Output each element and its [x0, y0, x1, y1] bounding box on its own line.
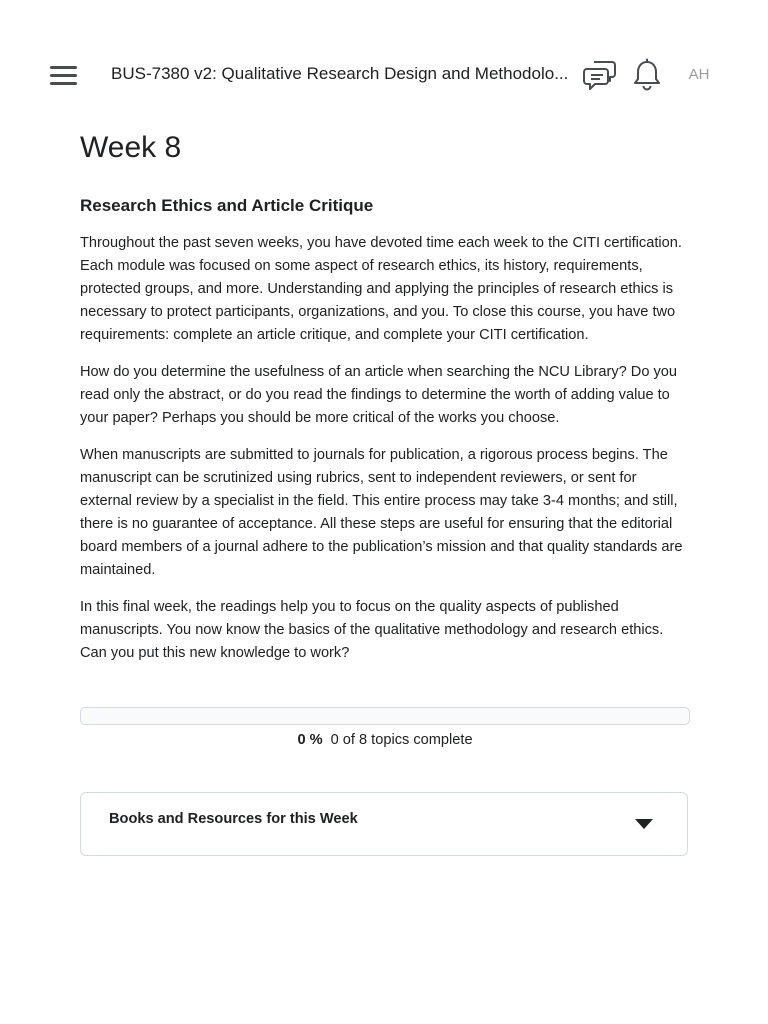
page-title: Week 8: [80, 131, 182, 164]
caret-down-icon[interactable]: [635, 819, 653, 829]
progress-summary: [80, 732, 690, 748]
accordion-label: Books and Resources for this Week: [109, 811, 358, 827]
bell-icon[interactable]: [632, 58, 662, 92]
library-paragraph: How do you determine the usefulness of an article when searching the NCU Library? Do you read only the abstract, or do you read the findings to determine the worth of adding value to your paper? Perhaps you should be more critical of the works you choose.: [80, 364, 678, 426]
intro-paragraph: Throughout the past seven weeks, you have devoted time each week to the CITI certification. Each module was focused on some aspect of research ethics, its history, requirements, protected groups, and more. Understanding and applying the principles of research ethics is necessary to protect participants, organizations, and you. To close this course, you have two requirements: complete an article critique, and complete your CITI certification.: [80, 235, 682, 343]
section-title: Research Ethics and Article Critique: [80, 196, 374, 215]
chat-bubbles-icon[interactable]: [583, 58, 617, 92]
progress-percent: 0 %: [297, 732, 323, 748]
course-title-link[interactable]: BUS-7380 v2: Qualitative Research Design and Methodolo...: [111, 64, 569, 83]
hamburger-menu-icon[interactable]: [48, 62, 78, 88]
progress-bar: [80, 707, 690, 725]
final-week-paragraph: In this final week, the readings help you to focus on the quality aspects of published manuscripts. You now know the basics of the qualitative methodology and research ethics. Can you put this new knowledge to work?: [80, 599, 664, 661]
books-resources-accordion[interactable]: [80, 792, 688, 856]
manuscript-paragraph: When manuscripts are submitted to journals for publication, a rigorous process begins. The manuscript can be scrutinized using rubrics, sent to independent reviewers, or sent for external review by a specialist in the field. This entire process may take 3-4 months; and still, there is no guarantee of acceptance. All these steps are useful for ensuring that the editorial board members of a journal adhere to the publication’s mission and that quality standards are maintained.: [80, 447, 683, 578]
user-avatar[interactable]: AH: [688, 66, 710, 83]
top-navbar: [0, 0, 768, 108]
main-content: [80, 128, 690, 665]
progress-topics-count: 0 of 8 topics complete: [330, 732, 473, 748]
